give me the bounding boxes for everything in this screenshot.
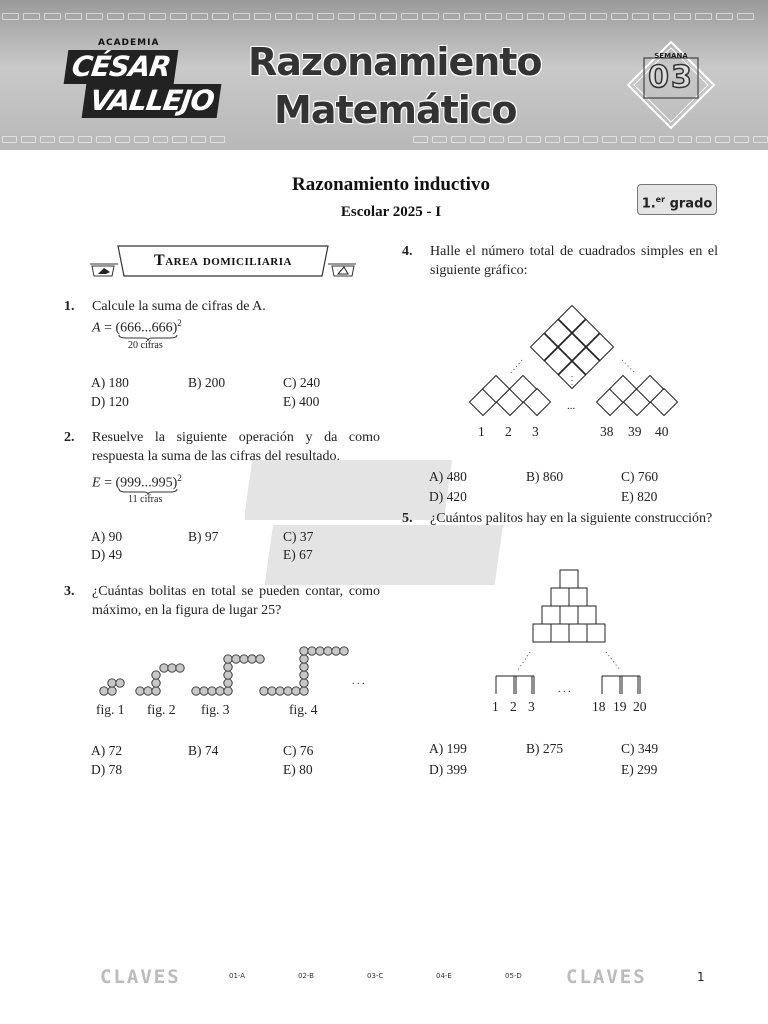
connector-dots: [622, 360, 636, 374]
ball-icon: [300, 671, 308, 679]
pattern-tile: [621, 136, 636, 143]
ball-icon: [152, 679, 160, 687]
ball-icon: [224, 655, 232, 663]
pattern-tile: [78, 136, 93, 143]
figure-label: 20: [633, 699, 647, 714]
grade-word: grado: [669, 196, 713, 212]
ball-icon: [152, 671, 160, 679]
ball-icon: [284, 687, 292, 695]
ball-icon: [316, 647, 324, 655]
option-c[interactable]: C) 37: [283, 529, 314, 544]
option-d[interactable]: D) 399: [429, 762, 467, 777]
pattern-tile: [59, 136, 74, 143]
ball-icon: [224, 671, 232, 679]
pattern-tile: [212, 13, 229, 20]
ball-icon: [116, 679, 124, 687]
figure-ellipsis: ...: [567, 400, 576, 412]
stick-cell: [551, 588, 569, 606]
figure-label: 3: [528, 699, 535, 714]
figure-label: 19: [613, 699, 627, 714]
palitos-figure: [486, 566, 656, 698]
figure-label: fig. 4: [289, 702, 318, 717]
pattern-tile: [65, 13, 82, 20]
stick-cell: [533, 624, 551, 642]
ball-icon: [300, 655, 308, 663]
question-number: 3.: [64, 584, 75, 599]
option-e[interactable]: E) 299: [621, 762, 658, 777]
option-e[interactable]: E) 400: [283, 394, 320, 409]
question-number: 4.: [402, 244, 413, 259]
figure-label: 40: [655, 424, 669, 439]
stick-cell: [578, 606, 596, 624]
pattern-tile: [545, 136, 560, 143]
question-stem: Calcule la suma de cifras de A.: [92, 299, 266, 314]
ball-icon: [152, 687, 160, 695]
underbrace-label: 20 cifras: [128, 340, 163, 351]
figure-label: fig. 3: [201, 702, 230, 717]
option-c[interactable]: C) 760: [621, 469, 659, 484]
pattern-tile: [275, 13, 292, 20]
pattern-tile: [149, 13, 166, 20]
figure-label: 2: [505, 424, 512, 439]
ball-icon: [240, 655, 248, 663]
header-pattern-top: [0, 12, 768, 22]
figure-label: 1: [492, 699, 499, 714]
pattern-tile: [172, 136, 187, 143]
logo-academia-text: ACADEMIA: [98, 38, 160, 48]
pattern-tile: [21, 136, 36, 143]
ball-icon: [108, 679, 116, 687]
figure-label: 2: [510, 699, 517, 714]
pattern-tile: [254, 13, 271, 20]
pattern-tile: [443, 13, 460, 20]
ball-icon: [300, 647, 308, 655]
stick-cell: [542, 606, 560, 624]
expr-exponent: 2: [177, 318, 182, 328]
ball-icon: [276, 687, 284, 695]
ball-icon: [224, 687, 232, 695]
option-a[interactable]: A) 480: [429, 469, 467, 484]
underbrace-label: 11 cifras: [128, 494, 163, 505]
expr-body: (666...666): [115, 320, 178, 336]
grade-badge: [637, 184, 717, 215]
stick-cell: [569, 588, 587, 606]
pattern-tile: [470, 136, 485, 143]
ball-icon: [340, 647, 348, 655]
option-b[interactable]: B) 74: [188, 743, 219, 758]
pattern-tile: [107, 13, 124, 20]
pattern-tile: [548, 13, 565, 20]
pattern-tile: [229, 136, 409, 143]
option-b[interactable]: B) 200: [188, 375, 226, 390]
option-c[interactable]: C) 76: [283, 743, 314, 758]
answer-key-item: 05-D: [505, 972, 522, 980]
ball-icon: [224, 663, 232, 671]
pattern-tile: [23, 13, 40, 20]
answer-key-title-right: CLAVES: [566, 966, 647, 988]
pattern-tile: [191, 136, 206, 143]
pattern-tile: [422, 13, 439, 20]
pattern-tile: [715, 136, 730, 143]
page-number: 1: [697, 970, 705, 984]
pattern-tile: [590, 13, 607, 20]
ball-icon: [232, 655, 240, 663]
pattern-tile: [96, 136, 111, 143]
figure-label: 3: [532, 424, 539, 439]
homework-banner-title: Tarea domiciliaria: [154, 252, 292, 269]
stick-cell: [587, 624, 605, 642]
ball-icon: [224, 679, 232, 687]
pattern-tile: [506, 13, 523, 20]
pattern-tile: [464, 13, 481, 20]
header-pattern-bottom: [0, 135, 768, 145]
stick-cell: [560, 570, 578, 588]
pattern-tile: [296, 13, 313, 20]
figure-label: 38: [600, 424, 614, 439]
question-stem: ¿Cuántas bolitas en total se pueden contar, como máximo, en la figura de lugar 25?: [92, 584, 380, 618]
pattern-tile: [2, 13, 19, 20]
pattern-tile: [632, 13, 649, 20]
option-a[interactable]: A) 90: [91, 529, 123, 544]
option-d[interactable]: D) 49: [91, 547, 123, 562]
question-4: [402, 242, 722, 282]
ball-icon: [300, 687, 308, 695]
pattern-tile: [695, 13, 712, 20]
grade-sup: er: [655, 195, 666, 204]
pattern-tile: [432, 136, 447, 143]
pattern-tile: [380, 13, 397, 20]
bolitas-figure: [96, 640, 376, 700]
expr-exponent: 2: [177, 473, 182, 483]
pattern-tile: [40, 136, 55, 143]
option-d[interactable]: D) 78: [91, 762, 123, 777]
ball-icon: [144, 687, 152, 695]
pattern-tile: [659, 136, 674, 143]
figure-label: 1: [478, 424, 485, 439]
pattern-tile: [170, 13, 187, 20]
pattern-tile: [674, 13, 691, 20]
ball-icon: [292, 687, 300, 695]
pattern-tile: [653, 13, 670, 20]
homework-banner: [90, 244, 356, 278]
option-b[interactable]: B) 860: [526, 469, 564, 484]
ball-icon: [192, 687, 200, 695]
option-a[interactable]: A) 180: [91, 375, 129, 390]
option-e[interactable]: E) 820: [621, 489, 658, 504]
figure-label: 18: [592, 699, 606, 714]
answer-key-item: 04-E: [436, 972, 452, 980]
answer-key-title: CLAVES: [100, 966, 181, 988]
ball-icon: [176, 664, 184, 672]
grade-prefix: 1.: [641, 196, 656, 212]
course-title-line1: Razonamiento: [248, 40, 542, 84]
option-b[interactable]: B) 275: [526, 741, 564, 756]
pattern-tile: [564, 136, 579, 143]
logo-line2: VALLEJO: [82, 84, 222, 118]
ball-icon: [160, 664, 168, 672]
pattern-tile: [317, 13, 334, 20]
ball-icon: [300, 663, 308, 671]
course-title: [248, 38, 548, 134]
question-2: [64, 428, 384, 468]
pattern-tile: [134, 136, 149, 143]
stick-cell: [551, 624, 569, 642]
ball-icon: [168, 664, 176, 672]
figure-ellipsis: . . .: [558, 684, 571, 695]
stick-cell: [560, 606, 578, 624]
pattern-tile: [526, 136, 541, 143]
option-b[interactable]: B) 97: [188, 529, 219, 544]
pattern-tile: [527, 13, 544, 20]
pattern-tile: [115, 136, 130, 143]
ball-icon: [248, 655, 256, 663]
pattern-tile: [210, 136, 225, 143]
pattern-tile: [413, 136, 428, 143]
ball-icon: [300, 679, 308, 687]
question-number: 2.: [64, 430, 75, 445]
logo-line1: CÉSAR: [64, 50, 179, 84]
pattern-tile: [569, 13, 586, 20]
option-d[interactable]: D) 120: [91, 394, 129, 409]
ball-icon: [256, 655, 264, 663]
pattern-tile: [583, 136, 598, 143]
week-number: 03: [648, 60, 694, 95]
figure-label: fig. 1: [96, 702, 125, 717]
question-stem: Resuelve la siguiente operación y da como respuesta la suma de las cifras del resultado.: [92, 430, 380, 464]
figure-label: fig. 2: [147, 702, 176, 717]
question-1: [64, 297, 384, 319]
ball-icon: [216, 687, 224, 695]
pattern-tile: [153, 136, 168, 143]
expr-lhs: A: [92, 320, 101, 336]
connector-dots: [606, 652, 620, 670]
pattern-tile: [44, 13, 61, 20]
ball-icon: [100, 687, 108, 695]
pattern-tile: [734, 136, 749, 143]
option-a[interactable]: A) 199: [429, 741, 467, 756]
ball-icon: [208, 687, 216, 695]
pattern-tile: [753, 136, 768, 143]
question-3: [64, 582, 384, 622]
question-5: [402, 509, 722, 549]
pattern-tile: [451, 136, 466, 143]
answer-key-item: 02-B: [298, 972, 314, 980]
ball-icon: [332, 647, 340, 655]
pattern-tile: [611, 13, 628, 20]
question-number: 5.: [402, 511, 413, 526]
figure-label: 39: [628, 424, 642, 439]
cycle-label: Escolar 2025 - I: [340, 204, 442, 220]
pattern-tile: [602, 136, 617, 143]
question-2-expression: $E = (999...995)^2$: [92, 473, 182, 491]
week-label: SEMANA: [654, 52, 688, 60]
option-e[interactable]: E) 67: [283, 547, 313, 562]
week-badge: [626, 40, 716, 130]
pattern-tile: [86, 13, 103, 20]
page-header: [0, 0, 768, 150]
expr-body: (999...995): [115, 475, 178, 491]
ball-icon: [308, 647, 316, 655]
stick-cell: [569, 624, 587, 642]
figure-ellipsis: . . .: [352, 676, 365, 687]
pattern-tile: [696, 136, 711, 143]
answer-key-item: 03-C: [367, 972, 384, 980]
question-number: 1.: [64, 299, 75, 314]
answer-key-item: 01-A: [229, 972, 246, 980]
ball-icon: [268, 687, 276, 695]
option-c[interactable]: C) 349: [621, 741, 659, 756]
pattern-tile: [128, 13, 145, 20]
pattern-tile: [338, 13, 355, 20]
expr-lhs: E: [92, 475, 101, 491]
option-c[interactable]: C) 240: [283, 375, 321, 390]
pattern-tile: [640, 136, 655, 143]
ball-icon: [324, 647, 332, 655]
pattern-tile: [233, 13, 250, 20]
option-d[interactable]: D) 420: [429, 489, 467, 504]
pattern-tile: [508, 136, 523, 143]
course-title-line2: Matemático: [274, 88, 517, 132]
pattern-tile: [2, 136, 17, 143]
option-a[interactable]: A) 72: [91, 743, 123, 758]
pattern-tile: [716, 13, 733, 20]
ball-icon: [136, 687, 144, 695]
ball-icon: [200, 687, 208, 695]
pattern-tile: [191, 13, 208, 20]
pattern-tile: [359, 13, 376, 20]
pattern-tile: [485, 13, 502, 20]
ball-icon: [260, 687, 268, 695]
academy-logo: [62, 36, 222, 122]
connector-dots: [510, 360, 522, 374]
question-stem: ¿Cuántos palitos hay en la siguiente construcción?: [430, 511, 713, 526]
option-e[interactable]: E) 80: [283, 762, 313, 777]
connector-dots: [518, 652, 530, 670]
ball-icon: [108, 687, 116, 695]
pattern-tile: [678, 136, 693, 143]
pattern-tile: [401, 13, 418, 20]
topic-title: Razonamiento inductivo: [292, 174, 490, 195]
pattern-tile: [489, 136, 504, 143]
question-stem: Halle el número total de cuadrados simples en el siguiente gráfico:: [430, 244, 718, 278]
pattern-tile: [737, 13, 754, 20]
question-1-expression: $A = (666...666)^2$: [92, 318, 182, 336]
